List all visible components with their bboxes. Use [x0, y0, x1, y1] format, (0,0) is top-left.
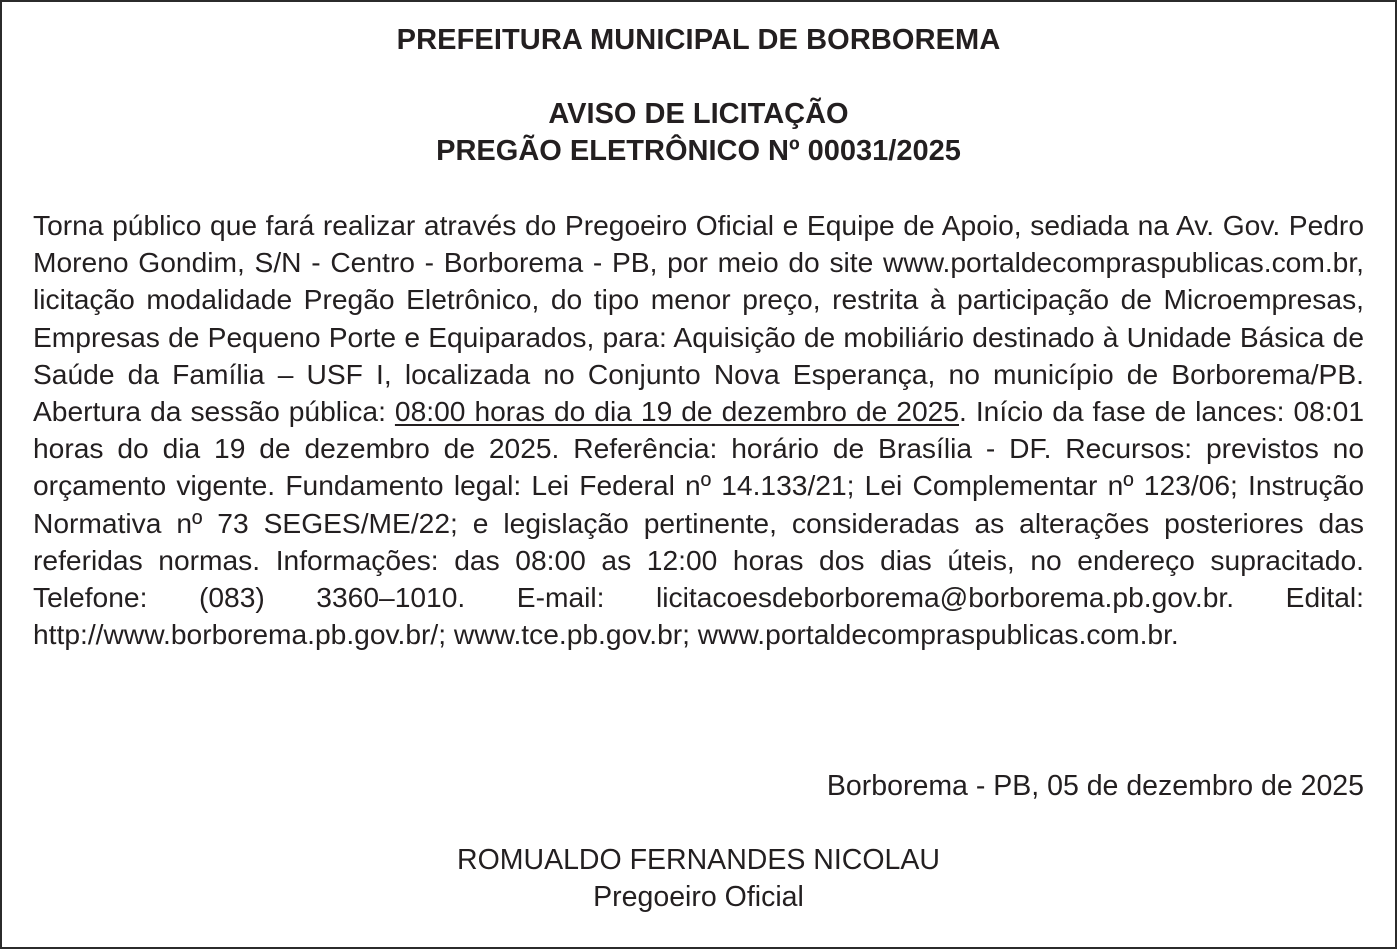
- notice-titles: [2, 96, 1395, 170]
- signature-block: [2, 842, 1395, 916]
- place-date: Borborema - PB, 05 de dezembro de 2025: [826, 770, 1364, 802]
- body-part-2: . Início da fase de lances: 08:01 horas do dia 19 de dezembro de 2025. Referência: horário de Brasília - DF. Recursos: previstos no orçamento vigente. Fundamento legal: Lei Federal nº 14.133/21; Lei Complementar nº 123/06; Instrução Normativa nº 73 SEGES/ME/22; e legislação pertinente, consideradas as alterações posteriores das referidas normas. Informações: das 08:00 as 12:00 horas dos dias úteis, no endereço supracitado. Telefone: (083) 3360–1010. E-mail: licitacoesdeborborema@borborema.pb.gov.br. Edital: http://www.borborema.pb.gov.br/; www.tce.pb.gov.br; www.portaldecompraspublicas.com.br.: [33, 395, 1364, 651]
- organization-heading: PREFEITURA MUNICIPAL DE BORBOREMA: [396, 24, 1001, 56]
- body-part-1: Torna público que fará realizar através do Pregoeiro Oficial e Equipe de Apoio, sediada na Av. Gov. Pedro Moreno Gondim, S/N - Centro - Borborema - PB, por meio do site www.portaldecompraspublicas.com.br, licitação modalidade Pregão Eletrônico, do tipo menor preço, restrita à participação de Microempresas, Empresas de Pequeno Porte e Equiparados, para: Aquisição de mobiliário destinado à Unidade Básica de Saúde da Família – USF I, localizada no Conjunto Nova Esperança, no município de Borborema/PB. Abertura da sessão pública:: [33, 209, 1364, 428]
- opening-time: 08:00 horas do dia 19 de dezembro de 2025: [394, 395, 959, 428]
- notice-subtitle: PREGÃO ELETRÔNICO Nº 00031/2025: [436, 135, 961, 167]
- notice-title: AVISO DE LICITAÇÃO: [548, 98, 849, 130]
- signer-role: Pregoeiro Oficial: [593, 881, 804, 913]
- signer-name: ROMUALDO FERNANDES NICOLAU: [457, 844, 940, 876]
- notice-body: [33, 207, 1364, 653]
